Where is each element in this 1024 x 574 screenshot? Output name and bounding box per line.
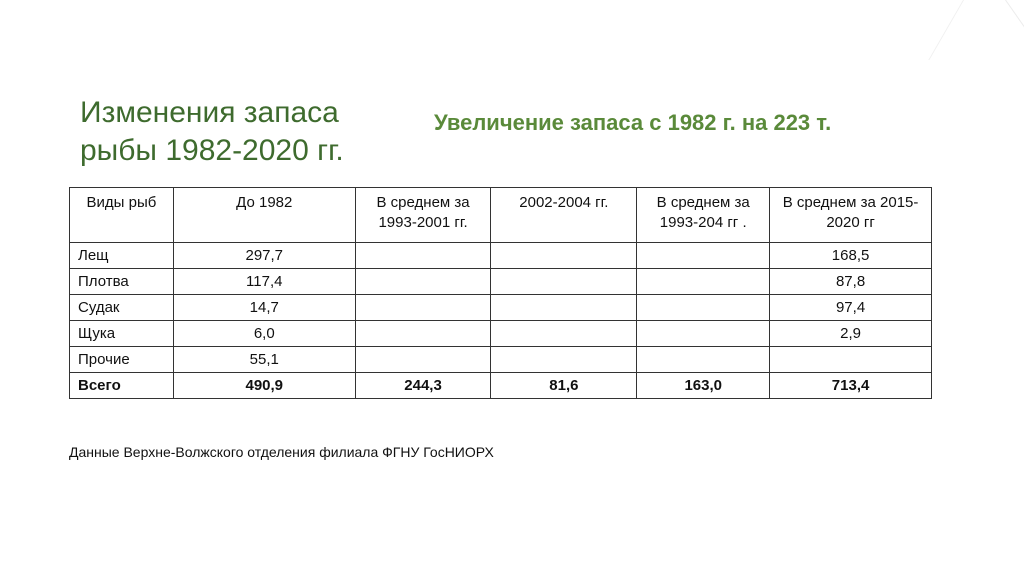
total-value-cell: 244,3 [355, 373, 491, 399]
total-value-cell: 81,6 [491, 373, 637, 399]
table-header-cell: 2002-2004 гг. [491, 188, 637, 243]
slide-title [80, 94, 410, 170]
value-cell [491, 295, 637, 321]
value-cell [637, 269, 770, 295]
table-row [70, 321, 932, 347]
species-cell: Плотва [70, 269, 174, 295]
value-cell [770, 347, 932, 373]
table-total-row [70, 373, 932, 399]
value-cell: 97,4 [770, 295, 932, 321]
value-cell [491, 321, 637, 347]
table-row [70, 347, 932, 373]
value-cell [355, 321, 491, 347]
slide-title-line-1: Изменения запаса [80, 96, 339, 129]
value-cell: 87,8 [770, 269, 932, 295]
species-cell: Прочие [70, 347, 174, 373]
table-header-cell: В среднем за 1993-2001 гг. [355, 188, 491, 243]
value-cell [637, 321, 770, 347]
table-header-cell: В среднем за 2015-2020 гг [770, 188, 932, 243]
value-cell [355, 269, 491, 295]
table-header-cell: Виды рыб [70, 188, 174, 243]
slide-subtitle: Увеличение запаса с 1982 г. на 223 т. [434, 110, 832, 135]
value-cell [491, 347, 637, 373]
value-cell [355, 243, 491, 269]
species-cell: Лещ [70, 243, 174, 269]
value-cell [355, 347, 491, 373]
value-cell [637, 243, 770, 269]
value-cell: 297,7 [173, 243, 355, 269]
table-header-cell: До 1982 [173, 188, 355, 243]
value-cell: 14,7 [173, 295, 355, 321]
table-row [70, 269, 932, 295]
data-source-note: Данные Верхне-Волжского отделения филиала ФГНУ ГосНИОРХ [69, 444, 494, 460]
value-cell: 2,9 [770, 321, 932, 347]
table-row [70, 295, 932, 321]
value-cell: 6,0 [173, 321, 355, 347]
value-cell [637, 347, 770, 373]
slide-title-line-2: рыбы 1982-2020 гг. [80, 134, 344, 167]
value-cell: 168,5 [770, 243, 932, 269]
species-cell: Судак [70, 295, 174, 321]
table-header-cell: В среднем за 1993-204 гг . [637, 188, 770, 243]
total-value-cell: 490,9 [173, 373, 355, 399]
value-cell [491, 243, 637, 269]
species-cell: Щука [70, 321, 174, 347]
table-row [70, 243, 932, 269]
total-value-cell: 713,4 [770, 373, 932, 399]
value-cell: 117,4 [173, 269, 355, 295]
value-cell [637, 295, 770, 321]
fish-stock-table [69, 187, 932, 399]
total-label-cell: Всего [70, 373, 174, 399]
table-header-row [70, 188, 932, 243]
total-value-cell: 163,0 [637, 373, 770, 399]
corner-decoration [928, 0, 1024, 60]
value-cell: 55,1 [173, 347, 355, 373]
value-cell [491, 269, 637, 295]
value-cell [355, 295, 491, 321]
